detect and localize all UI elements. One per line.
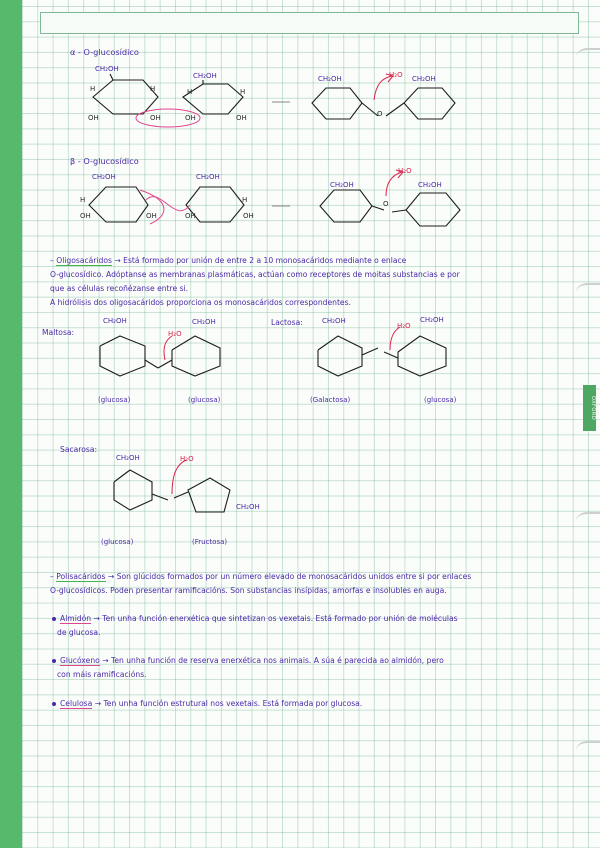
alpha-ch2oh-right: CH₂OH xyxy=(193,72,217,80)
highlight-loop xyxy=(146,197,190,211)
lactosa-ch2oh-right: CH₂OH xyxy=(420,316,444,324)
ring-hexagon xyxy=(93,80,158,114)
ring-hexagon xyxy=(406,193,460,226)
oligo-line-4: A hidrólisis dos oligosacáridos proporciona os monosacáridos correspondentes. xyxy=(50,298,351,307)
oligo-term: Oligosacáridos xyxy=(56,256,112,265)
sacarosa-right-group: CH₂OH xyxy=(236,503,260,511)
oh-label: OH xyxy=(236,114,247,122)
lactosa-caption-right: (glucosa) xyxy=(424,396,457,404)
poli-line-1: – Polisacáridos → Son glúcidos formados por un número elevado de monosacáridos unidos entre si por enlaces xyxy=(50,572,472,581)
ring-hexagon xyxy=(183,84,246,114)
sacarosa-water: H₂O xyxy=(180,455,194,463)
bullet-glucoxeno-cont: con máis ramificacións. xyxy=(57,670,147,679)
poli-term: Polisacáridos xyxy=(56,572,106,581)
oh-label: OH xyxy=(185,114,196,122)
ring-hexagon xyxy=(320,190,372,222)
beta-product-ch2oh-left: CH₂OH xyxy=(330,181,354,189)
oligo-line-2: O-glucosídico. Adóptanse as membranas plasmáticas, actúan como receptores de moitas substancias e por xyxy=(50,270,460,279)
beta-bridge-o: O xyxy=(383,200,389,208)
maltosa-caption-right: (glucosa) xyxy=(188,396,221,404)
beta-water: H₂O xyxy=(398,167,412,175)
h-label: H xyxy=(187,88,193,96)
ring-hexagon xyxy=(404,88,455,119)
oh-label: OH xyxy=(80,212,91,220)
sacarosa-caption-left: (glucosa) xyxy=(101,538,134,546)
alpha-product-ch2oh-left: CH₂OH xyxy=(318,75,342,83)
highlight-loop xyxy=(136,109,200,127)
bullet-almidon: Almidón → Ten unha función enerxética que sintetizan os vexetais. Está formado por unión de moléculas xyxy=(52,614,458,623)
alpha-bridge-o: O xyxy=(377,110,383,118)
side-tab: OXFORD xyxy=(583,385,596,431)
poli-line-2: O-glucosídicos. Poden presentar ramificacións. Son substancias insípidas, amorfas e insolubles en auga. xyxy=(50,586,447,595)
highlight-loop xyxy=(140,190,164,224)
maltosa-caption-left: (glucosa) xyxy=(98,396,131,404)
h-label: H xyxy=(90,85,96,93)
maltosa-water: H₂O xyxy=(168,330,182,338)
sacarosa-label: Sacarosa: xyxy=(60,445,98,454)
lactosa-ch2oh-left: CH₂OH xyxy=(322,317,346,325)
oligo-line-1: – Oligosacáridos → Está formado por unión de entre 2 a 10 monosacáridos mediante o enlace xyxy=(50,256,407,265)
lactosa-label: Lactosa: xyxy=(271,318,303,327)
lactosa-water: H₂O xyxy=(397,322,411,330)
oh-label: OH xyxy=(150,114,161,122)
h-label: H xyxy=(150,85,156,93)
bullet-almidon-cont: de glucosa. xyxy=(57,628,101,637)
bullet-glucoxeno: Glucóxeno → Ten unha función de reserva enerxética nos animais. A súa é parecida ao almidón, pero xyxy=(52,656,444,665)
oh-label: OH xyxy=(146,212,157,220)
beta-product-ch2oh-right: CH₂OH xyxy=(418,181,442,189)
alpha-product-ch2oh-right: CH₂OH xyxy=(412,75,436,83)
oh-label: OH xyxy=(185,212,196,220)
oligo-line-3: que as células recoñézanse entre si. xyxy=(50,284,189,293)
maltosa-ch2oh-right: CH₂OH xyxy=(192,318,216,326)
maltosa-ch2oh-left: CH₂OH xyxy=(103,317,127,325)
lactosa-caption-left: (Galactosa) xyxy=(310,396,351,404)
sacarosa-ch2oh: CH₂OH xyxy=(116,454,140,462)
ring-hexagon xyxy=(312,88,362,119)
alpha-ch2oh-left: CH₂OH xyxy=(95,65,119,73)
beta-title: β - O-glucosídico xyxy=(70,156,139,166)
h-label: H xyxy=(242,196,248,204)
alpha-title: α - O-glucosídico xyxy=(70,47,139,57)
sacarosa-caption-right: (Fructosa) xyxy=(192,538,228,546)
oh-label: OH xyxy=(88,114,99,122)
h-label: H xyxy=(80,196,86,204)
ring-hexagon xyxy=(89,187,148,222)
maltosa-label: Maltosa: xyxy=(42,328,75,337)
alpha-water: H₂O xyxy=(389,71,403,79)
h-label: H xyxy=(240,88,246,96)
oh-label: OH xyxy=(243,212,254,220)
beta-ch2oh-right: CH₂OH xyxy=(196,173,220,181)
ring-hexagon xyxy=(186,187,244,222)
beta-ch2oh-left: CH₂OH xyxy=(92,173,116,181)
bullet-celulosa: Celulosa → Ten unha función estrutural nos vexetais. Está formada por glucosa. xyxy=(52,699,362,708)
